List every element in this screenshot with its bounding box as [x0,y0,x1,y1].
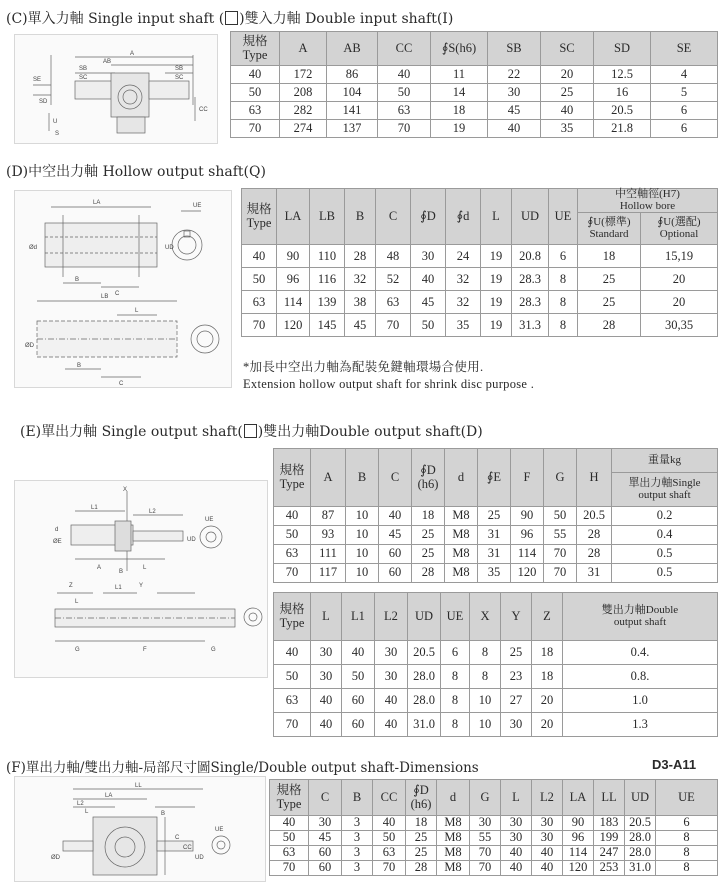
table-header-row [274,593,718,641]
drawing-e-output-shaft [14,480,268,678]
table-row: 70 120 145 45 70 50 35 19 31.3 8 28 30,35 [242,314,718,337]
dim-label-y: Y [139,583,144,589]
header-type: 規格 Type [274,593,311,641]
header-b: B [346,449,379,507]
header-type: 規格 Type [270,780,309,816]
table-row: 70 274 137 70 19 40 35 21.8 6 [231,120,718,138]
checkbox-square-icon [225,11,238,25]
output-shaft-dimension-diagram [15,777,265,881]
header-cc: CC [373,780,406,816]
table-f-dimensions [269,779,718,876]
dim-label-d: d [55,527,59,533]
header-e: ∮E [478,449,511,507]
table-row: 50 208 104 50 14 30 25 16 5 [231,84,718,102]
header-la: LA [563,780,594,816]
table-header-row [270,780,718,816]
header-s: ∮S(h6) [431,32,488,66]
dim-label-id: Ød [29,245,38,251]
header-d-thread: d [437,780,470,816]
note-extension-zh: *加長中空出力軸為配裝免鍵軸環場合使用. [243,360,484,374]
dim-label-l2: L2 [77,801,84,807]
output-shaft-diagram [15,481,267,677]
header-ue: UE [549,189,578,245]
dim-label-lb: LB [101,294,109,300]
dim-label-oe: ØE [53,539,62,545]
table-row: 70 60 3 70 28 M8 70 40 40 120 253 31.0 8 [270,861,718,876]
dim-label-g-right: G [211,647,216,653]
dim-label-ue: UE [193,203,202,209]
header-b: B [342,780,373,816]
header-type: 規格 Type [274,449,311,507]
dim-label-a: A [97,565,102,571]
dim-label-b: B [161,811,166,817]
dim-label-sd: SD [39,99,48,105]
header-weight: 重量kg [612,449,718,473]
section-d-title: (D)中空出力軸 Hollow output shaft(Q) [6,164,266,180]
header-sd: SD [594,32,651,66]
dim-label-l1-lower: L1 [115,585,122,591]
header-ud: UD [625,780,656,816]
drawing-d-hollow-shaft [14,190,232,388]
table-header-row [231,32,718,66]
header-a: A [311,449,346,507]
header-g: G [470,780,501,816]
dim-label-l1: L1 [91,505,98,511]
header-weight-double: 雙出力軸Double output shaft [563,593,718,641]
table-row: 40 172 86 40 11 22 20 12.5 4 [231,66,718,84]
header-x: X [470,593,501,641]
header-a: A [280,32,327,66]
header-b: B [345,189,376,245]
dim-label-ue: UE [205,517,214,523]
dim-label-l2: L2 [149,509,156,515]
dim-label-x: X [123,487,128,493]
dim-label-z: Z [69,583,73,589]
table-row: 40 30 3 40 18 M8 30 30 30 90 183 20.5 6 [270,816,718,831]
table-e-shaft-lengths [273,592,718,737]
input-shaft-diagram [15,35,217,143]
header-ll: LL [594,780,625,816]
header-weight-single: 單出力軸Single output shaft [612,473,718,507]
header-l: L [501,780,532,816]
header-c: C [379,449,412,507]
header-d-h6: ∮D (h6) [412,449,445,507]
dim-label-cc: CC [199,107,208,113]
drawing-c-input-shaft [14,34,218,144]
header-f: F [511,449,544,507]
header-c: C [309,780,342,816]
dim-label-sc-right: SC [175,75,184,81]
dim-label-a: A [130,51,135,57]
header-sb: SB [488,32,541,66]
dim-label-g: G [75,647,80,653]
header-lb: LB [310,189,345,245]
header-ue: UE [441,593,470,641]
table-row: 40 87 10 40 18 M8 25 90 50 20.5 0.2 [274,507,718,526]
header-l2: L2 [532,780,563,816]
header-l: L [311,593,342,641]
header-ud: UD [512,189,549,245]
header-ab: AB [327,32,378,66]
dim-label-ll: LL [135,783,142,789]
header-y: Y [501,593,532,641]
note-extension-en: Extension hollow output shaft for shrink disc purpose . [243,377,535,391]
dim-label-s: S [55,131,60,137]
dim-label-b: B [75,277,80,283]
header-d-thread: d [445,449,478,507]
dim-label-sb: SB [79,66,88,72]
header-sc: SC [541,32,594,66]
table-header-row [274,449,718,473]
dim-label-c-lower: C [119,381,124,387]
table-row: 63 40 60 40 28.0 8 10 27 20 1.0 [274,689,718,713]
dim-label-l: L [143,565,147,571]
header-bore-standard: ∮U(標準) Standard [578,213,641,245]
dim-label-od: ØD [51,855,60,861]
header-h: H [577,449,612,507]
dim-label-l: L [85,809,89,815]
table-row: 63 111 10 60 25 M8 31 114 70 28 0.5 [274,545,718,564]
dim-label-c: C [175,835,180,841]
table-row: 70 40 60 40 31.0 8 10 30 20 1.3 [274,713,718,737]
dim-label-cc: CC [183,845,192,851]
page-code: D3-A11 [652,757,697,772]
dim-label-l-lower: L [75,599,79,605]
table-row: 40 30 40 30 20.5 6 8 25 18 0.4. [274,641,718,665]
header-ud: UD [408,593,441,641]
section-c-title: (C)單入力軸 Single input shaft ( )雙入力軸 Double input shaft(I) [6,11,454,27]
table-row: 70 117 10 60 28 M8 35 120 70 31 0.5 [274,564,718,583]
dim-label-od: ØD [25,343,34,349]
header-la: LA [277,189,310,245]
dim-label-se: SE [33,77,42,83]
header-g: G [544,449,577,507]
header-bore-optional: ∮U(選配) Optional [641,213,718,245]
header-od: ∮D [411,189,446,245]
dim-label-sc: SC [79,75,88,81]
table-row: 50 93 10 45 25 M8 31 96 55 28 0.4 [274,526,718,545]
header-c: C [376,189,411,245]
section-e-title: (E)單出力軸 Single output shaft( )雙出力軸Double output shaft(D) [20,424,483,440]
table-row: 63 60 3 63 25 M8 70 40 40 114 247 28.0 8 [270,846,718,861]
table-d-hollow-shaft [241,188,718,337]
table-header-row [242,189,718,213]
header-l2: L2 [375,593,408,641]
dim-label-ue: UE [215,827,224,833]
table-row: 40 90 110 28 48 30 24 19 20.8 6 18 15,19 [242,245,718,268]
header-z: Z [532,593,563,641]
dim-label-ud: UD [187,537,196,543]
table-e-dimensions [273,448,718,583]
checkbox-square-icon [244,424,257,438]
header-hollow-bore: 中空軸徑(H7) Hollow bore [578,189,718,213]
dim-label-ab: AB [103,59,112,65]
dim-label-la: LA [105,793,113,799]
header-l1: L1 [342,593,375,641]
dim-label-l: L [135,308,139,314]
header-id: ∮d [446,189,481,245]
header-se: SE [651,32,718,66]
dim-label-la: LA [93,200,101,206]
header-type: 規格 Type [242,189,277,245]
dim-label-u: U [53,119,58,125]
section-f-title: (F)單出力軸/雙出力軸-局部尺寸圖Single/Double output shaft-Dimensions [6,760,479,776]
dim-label-b-lower: B [77,363,82,369]
dim-label-c: C [115,291,120,297]
header-d-h6: ∮D (h6) [406,780,437,816]
header-l: L [481,189,512,245]
table-row: 50 96 116 32 52 40 32 19 28.3 8 25 20 [242,268,718,291]
header-type: 規格 Type [231,32,280,66]
header-cc: CC [378,32,431,66]
table-row: 63 114 139 38 63 45 32 19 28.3 8 25 20 [242,291,718,314]
dim-label-sb-right: SB [175,66,184,72]
header-ue: UE [656,780,718,816]
table-row: 63 282 141 63 18 45 40 20.5 6 [231,102,718,120]
dim-label-b: B [119,569,124,575]
hollow-shaft-diagram [15,191,231,387]
table-c-input-shaft [230,31,718,138]
drawing-f-output-shaft-dimensions [14,776,266,882]
table-row: 50 45 3 50 25 M8 55 30 30 96 199 28.0 8 [270,831,718,846]
dim-label-f: F [143,647,147,653]
table-row: 50 30 50 30 28.0 8 8 23 18 0.8. [274,665,718,689]
dim-label-ud: UD [195,855,204,861]
dim-label-ud: UD [165,245,174,251]
